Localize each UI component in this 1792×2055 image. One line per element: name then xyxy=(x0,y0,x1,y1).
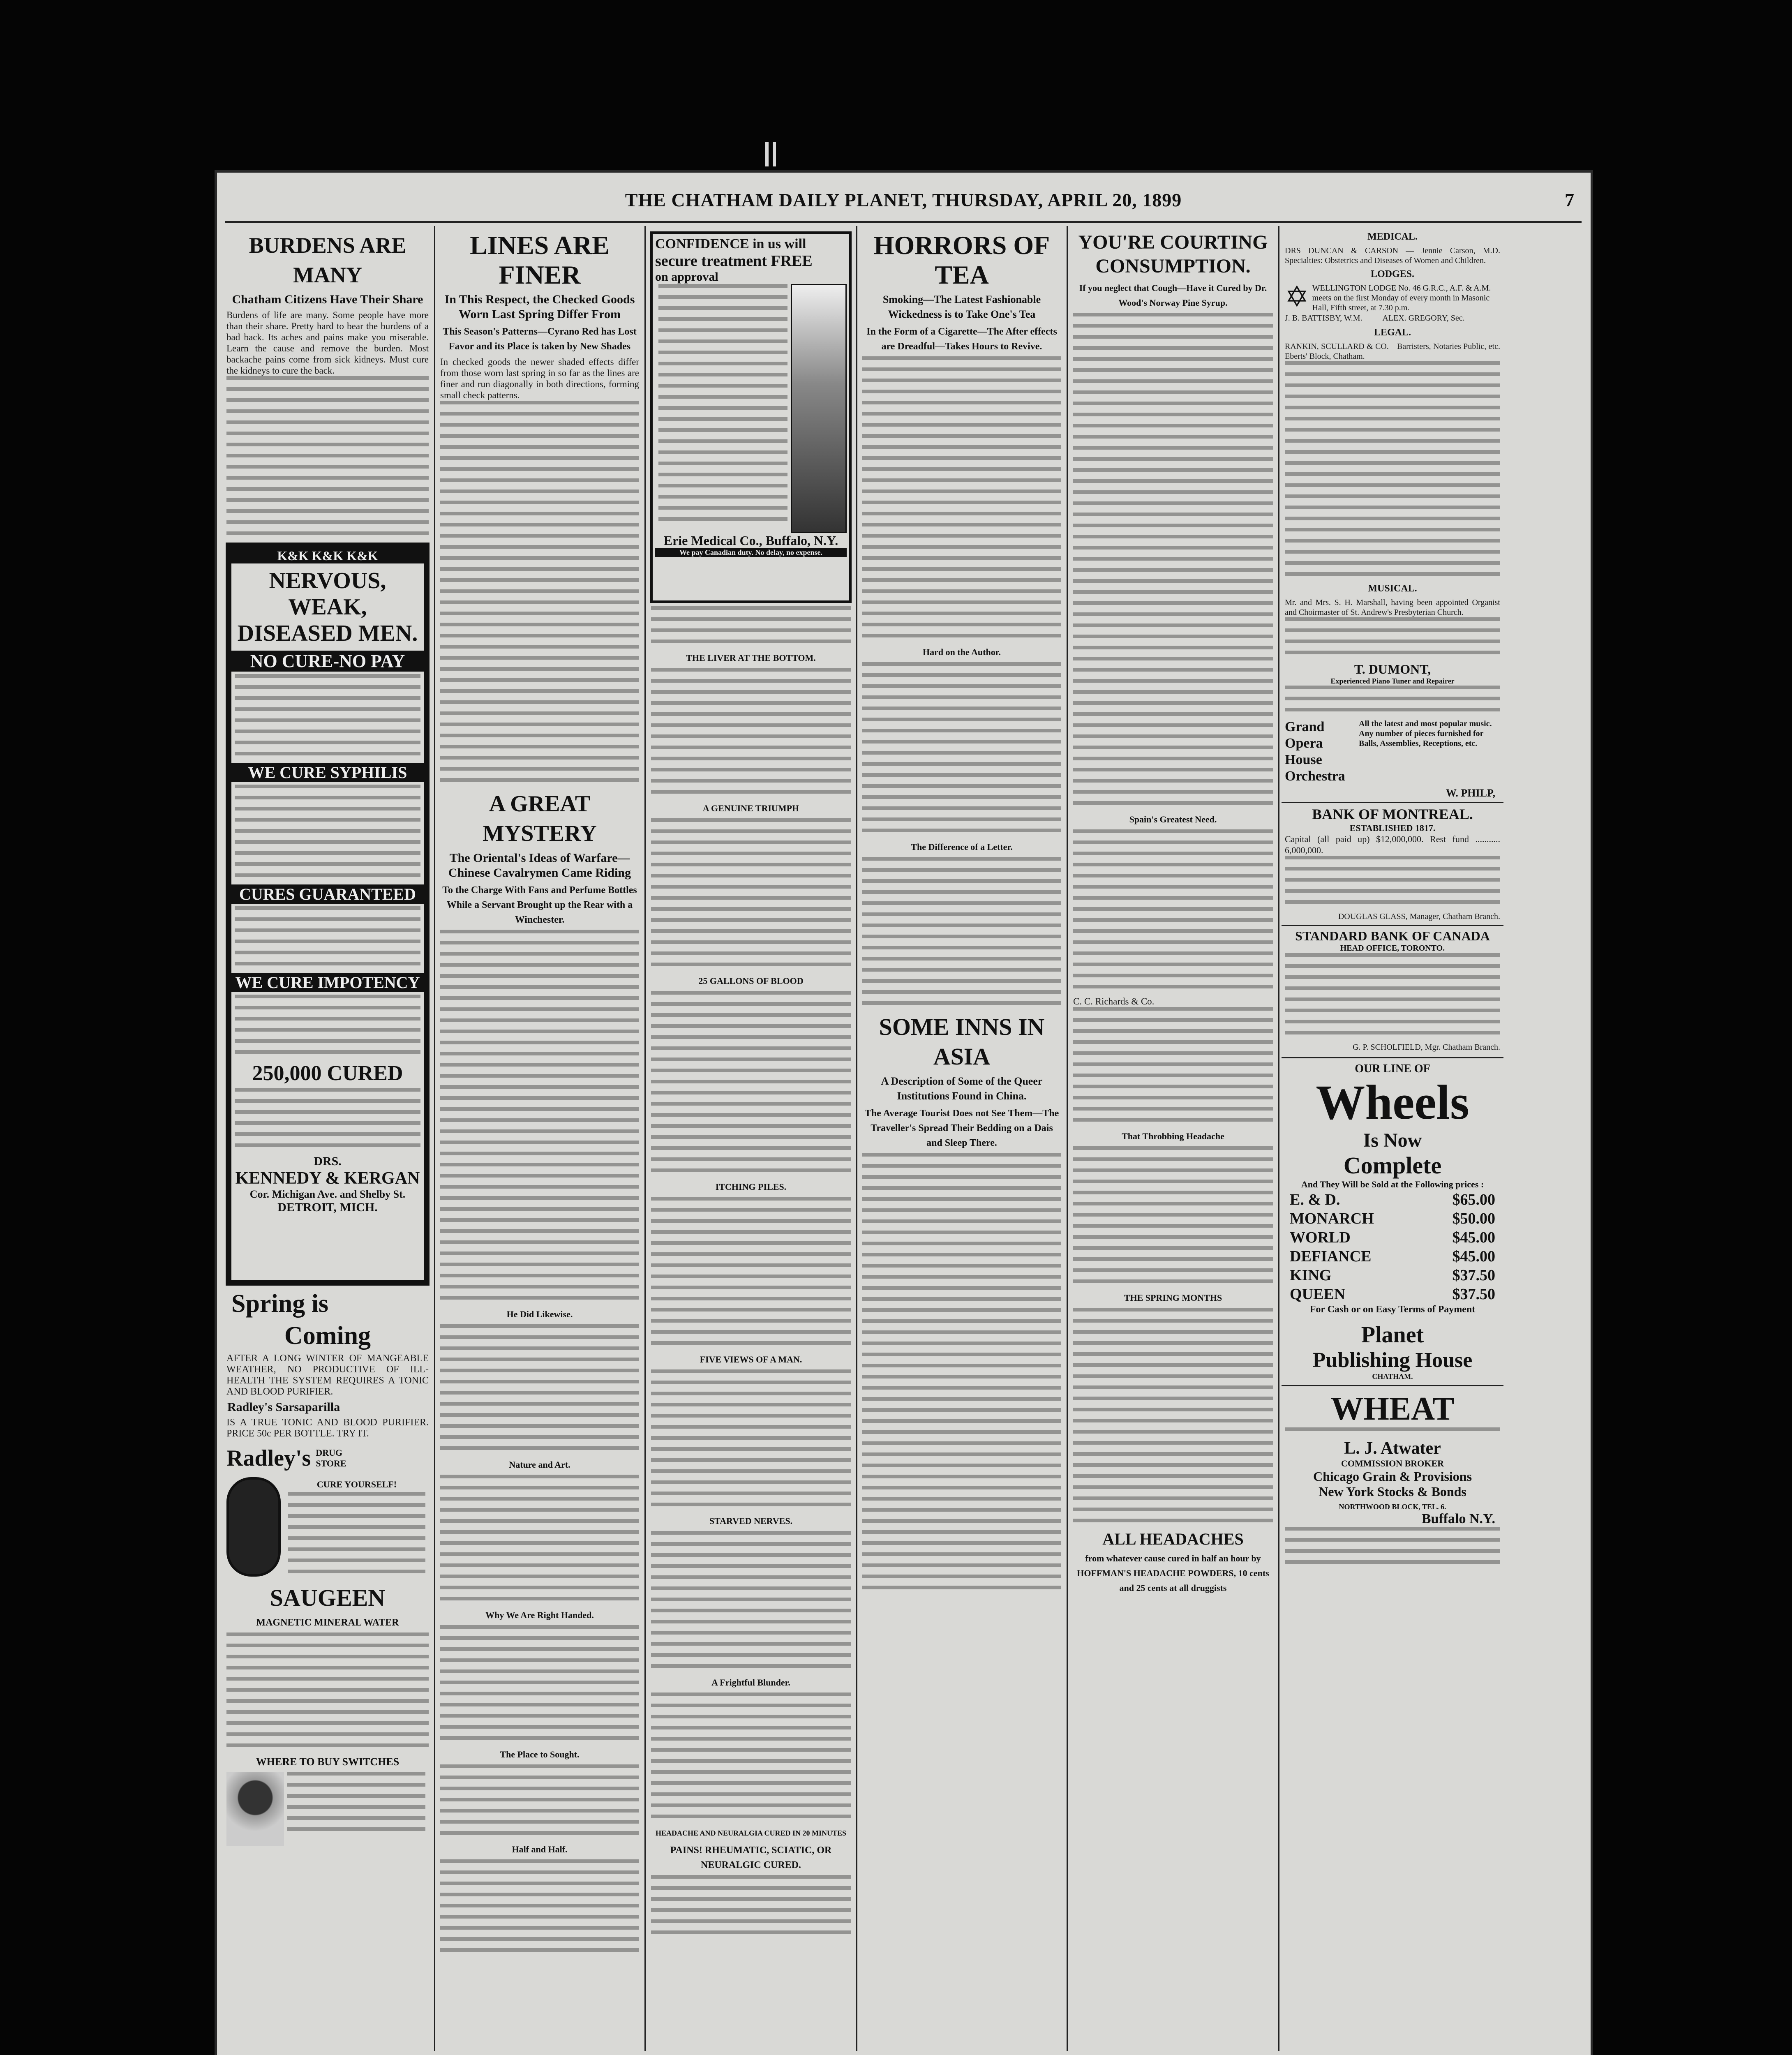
text-lines xyxy=(1073,1308,1273,1522)
article-text: In checked goods the newer shaded effects differ from those worn last spring in so far as the lines are finer and run diagonally in both directions, forming small check patterns. xyxy=(440,357,639,400)
column-6 xyxy=(1282,228,1503,2053)
headline: LINES ARE FINER xyxy=(470,231,610,289)
text-lines xyxy=(651,1692,851,1818)
text-lines xyxy=(1285,1427,1500,1431)
column-3 xyxy=(648,228,854,2053)
headache-ad-title: ALL HEADACHES xyxy=(1102,1530,1244,1548)
wheels-terms: For Cash or on Easy Terms of Payment xyxy=(1309,1304,1476,1315)
ad-headline: on approval xyxy=(655,270,718,284)
planet-city: CHATHAM. xyxy=(1372,1372,1413,1381)
subheadline: Smoking—The Latest Fashionable Wickedness is to Take One's Tea xyxy=(882,293,1041,320)
planet-title-2: Publishing House xyxy=(1312,1348,1473,1372)
radley-store-name: Radley's xyxy=(226,1445,311,1471)
text-lines xyxy=(1073,313,1273,805)
section-medical: MEDICAL. xyxy=(1367,231,1418,242)
ad-firm: KENNEDY & KERGAN xyxy=(235,1169,420,1188)
text-lines xyxy=(651,1369,851,1506)
text-lines xyxy=(1073,829,1273,988)
big-g-logo-icon xyxy=(226,1477,281,1577)
price-value: $45.00 xyxy=(1452,1229,1495,1246)
headline: SOME INNS IN ASIA xyxy=(879,1014,1045,1070)
column-rule xyxy=(434,226,435,2051)
divider xyxy=(1282,1385,1503,1386)
price-name: WORLD xyxy=(1290,1229,1351,1246)
ad-drs: DRS. xyxy=(314,1154,342,1168)
ad-text xyxy=(235,1088,420,1147)
atwater-sub: COMMISSION BROKER xyxy=(1341,1458,1444,1469)
section-heading: The Difference of a Letter. xyxy=(911,842,1013,852)
price-name: QUEEN xyxy=(1290,1286,1346,1303)
price-value: $65.00 xyxy=(1452,1191,1495,1208)
headline: YOU'RE COURTING CONSUMPTION. xyxy=(1078,231,1268,277)
text-lines xyxy=(651,1875,851,1934)
ad-address: Cor. Michigan Ave. and Shelby St. xyxy=(249,1188,406,1200)
wheat-title: WHEAT xyxy=(1330,1391,1455,1427)
text-lines xyxy=(1073,1007,1273,1122)
opera-title: Grand Opera House Orchestra xyxy=(1285,719,1345,784)
wheels-is: Is Now xyxy=(1363,1129,1422,1151)
text-lines xyxy=(1285,361,1500,576)
wheels-top: OUR LINE OF xyxy=(1355,1062,1430,1075)
price-value: $45.00 xyxy=(1452,1248,1495,1265)
section-musical: MUSICAL. xyxy=(1368,583,1417,594)
radley-heading: Radley's Sarsaparilla xyxy=(227,1400,340,1414)
masthead-rule xyxy=(225,221,1582,223)
text-lines xyxy=(440,1859,639,1952)
lodge-listing xyxy=(1285,283,1500,313)
text-lines xyxy=(440,1475,639,1600)
planet-title: Planet xyxy=(1361,1322,1424,1348)
column-rule xyxy=(1278,226,1279,2051)
spring-heading: Spring is xyxy=(231,1290,329,1318)
headline: HORRORS OF TEA xyxy=(873,231,1050,289)
article-text: Burdens of life are many. Some people have more than their share. Pretty hard to bear the burdens of a bad back. Its aches and pains make you miserable. Learn the cause and remove the burden. Most backache pains come from sick kidneys. Must cure the kidneys to cure the back. xyxy=(226,310,429,376)
section-heading: 25 GALLONS OF BLOOD xyxy=(698,976,804,986)
section-heading: Hard on the Author. xyxy=(923,647,1001,657)
divider xyxy=(1282,1057,1503,1058)
price-row xyxy=(1290,1228,1495,1247)
section-heading: He Did Likewise. xyxy=(506,1309,573,1319)
column-5 xyxy=(1070,228,1276,2053)
price-name: DEFIANCE xyxy=(1290,1248,1372,1265)
section-heading: The Place to Sought. xyxy=(500,1749,580,1759)
ad-headline: CONFIDENCE in us will xyxy=(655,236,806,252)
dumont-name: T. DUMONT, xyxy=(1354,662,1431,677)
spring-text: AFTER A LONG WINTER OF MANGEABLE WEATHER, NO PRODUCTIVE OF ILL-HEALTH THE SYSTEM REQUIRES A TONIC AND BLOOD PURIFIER. xyxy=(226,1353,429,1397)
column-2 xyxy=(437,228,642,2053)
section-heading: A GENUINE TRIUMPH xyxy=(702,803,799,813)
erie-medical-ad xyxy=(650,231,852,603)
text-lines xyxy=(1285,953,1500,1034)
subheadline: This Season's Patterns—Cyrano Red has Lost Favor and its Place is taken by New Shades xyxy=(443,326,637,352)
ad-firm: Erie Medical Co., Buffalo, N.Y. xyxy=(663,533,838,548)
saugeen-sub: MAGNETIC MINERAL WATER xyxy=(256,1617,399,1628)
section-heading: That Throbbing Headache xyxy=(1122,1131,1224,1141)
section-heading: Nature and Art. xyxy=(509,1459,570,1470)
text-lines xyxy=(440,401,639,782)
text-lines xyxy=(651,991,851,1172)
figure-illustration-icon xyxy=(791,284,847,533)
ad-border-text: K&K K&K K&K xyxy=(231,548,424,563)
radley-store xyxy=(226,1445,429,1471)
section-heading: ITCHING PILES. xyxy=(715,1182,787,1192)
text-lines xyxy=(226,1632,429,1747)
subheadline: In the Form of a Cigarette—The After effects are Dreadful—Takes Hours to Revive. xyxy=(866,326,1057,352)
section-heading: THE SPRING MONTHS xyxy=(1124,1293,1222,1303)
masonic-emblem-icon: ✡ xyxy=(1285,282,1309,313)
text-lines xyxy=(1285,856,1500,904)
section-heading: A Frightful Blunder. xyxy=(711,1677,790,1688)
divider xyxy=(1282,802,1503,803)
subheadline: Chatham Citizens Have Their Share xyxy=(232,293,423,306)
price-value: $50.00 xyxy=(1452,1210,1495,1227)
text-lines xyxy=(440,1764,639,1835)
legal-listing: RANKIN, SCULLARD & CO.—Barristers, Notaries Public, etc. Eberts' Block, Chatham. xyxy=(1285,342,1500,361)
wheels-title: Wheels xyxy=(1316,1075,1469,1129)
ad-headline: secure treatment FREE xyxy=(655,252,813,270)
section-heading: FIVE VIEWS OF A MAN. xyxy=(700,1354,802,1365)
text-lines xyxy=(1073,1146,1273,1283)
text-lines xyxy=(1285,617,1500,654)
letter-salutation: C. C. Richards & Co. xyxy=(1073,996,1155,1007)
radley-text: IS A TRUE TONIC AND BLOOD PURIFIER. PRICE 50c PER BOTTLE. TRY IT. xyxy=(226,1417,429,1439)
price-row xyxy=(1290,1247,1495,1265)
grain-line: Chicago Grain & Provisions xyxy=(1313,1469,1472,1484)
section-lodges: LODGES. xyxy=(1370,269,1415,279)
ad-text xyxy=(658,284,787,533)
column-1 xyxy=(223,228,432,2053)
bank-montreal-est: ESTABLISHED 1817. xyxy=(1349,823,1436,833)
spring-heading-2: Coming xyxy=(284,1322,371,1350)
section-heading: Spain's Greatest Need. xyxy=(1129,814,1217,824)
buffalo-line: Buffalo N.Y. xyxy=(1421,1511,1495,1526)
price-row xyxy=(1290,1266,1495,1284)
standard-bank: STANDARD BANK OF CANADA xyxy=(1295,928,1490,943)
section-heading: THE LIVER AT THE BOTTOM. xyxy=(686,653,816,663)
saugeen-title: SAUGEEN xyxy=(270,1584,386,1611)
ad-title: NERVOUS, WEAK, DISEASED MEN. xyxy=(237,568,418,646)
ad-text xyxy=(235,906,420,965)
ad-city: DETROIT, MICH. xyxy=(277,1201,378,1214)
section-heading: HEADACHE AND NEURALGIA CURED IN 20 MINUTES xyxy=(655,1829,847,1837)
text-lines xyxy=(226,376,429,535)
headline: A GREAT MYSTERY xyxy=(482,791,597,846)
ad-text xyxy=(235,785,420,877)
text-lines xyxy=(862,662,1061,832)
ad-banner: 250,000 CURED xyxy=(252,1062,403,1085)
switches-heading: WHERE TO BUY SWITCHES xyxy=(256,1756,400,1768)
section-heading: Why We Are Right Handed. xyxy=(485,1610,594,1620)
bank-montreal-manager: DOUGLAS GLASS, Manager, Chatham Branch. xyxy=(1338,912,1500,921)
lodge-text: WELLINGTON LODGE No. 46 G.R.C., A.F. & A.M. meets on the first Monday of every month in Masonic Hall, Fifth street, at 7.30 p.m. xyxy=(1312,284,1491,312)
headline: BURDENS ARE MANY xyxy=(249,233,406,287)
text-lines xyxy=(1285,686,1500,711)
medical-listing: DRS DUNCAN & CARSON — Jennie Carson, M.D. Specialties: Obstetrics and Diseases of Women and Children. xyxy=(1285,246,1500,265)
column-rule xyxy=(856,226,857,2051)
ad-text xyxy=(288,1492,425,1573)
price-name: E. & D. xyxy=(1290,1191,1340,1208)
subheadline: If you neglect that Cough—Have it Cured by Dr. Wood's Norway Pine Syrup. xyxy=(1079,283,1267,308)
ad-banner: CURES GUARANTEED xyxy=(231,884,424,904)
headache-ad-text: from whatever cause cured in half an hour by HOFFMAN'S HEADACHE POWDERS, 10 cents and 25 cents at all druggists xyxy=(1077,1553,1269,1593)
text-lines xyxy=(440,1625,639,1740)
wheels-complete: Complete xyxy=(1343,1152,1442,1179)
subheadline: The Oriental's Ideas of Warfare—Chinese Cavalrymen Came Riding xyxy=(448,851,631,880)
masthead: THE CHATHAM DAILY PLANET, THURSDAY, APRIL 20, 1899 xyxy=(625,189,1182,210)
block-line: NORTHWOOD BLOCK, TEL. 6. xyxy=(1339,1503,1446,1511)
text-lines xyxy=(651,668,851,794)
wheels-sub: And They Will be Sold at the Following prices : xyxy=(1301,1179,1484,1189)
subheadline: In This Respect, the Checked Goods Worn Last Spring Differ From xyxy=(444,293,635,321)
ad-text xyxy=(287,1772,425,1846)
cure-heading: CURE YOURSELF! xyxy=(316,1479,397,1489)
newspaper-page xyxy=(217,173,1591,2055)
stocks-line: New York Stocks & Bonds xyxy=(1319,1484,1466,1499)
woman-portrait-icon xyxy=(226,1772,284,1846)
ad-text xyxy=(235,674,420,755)
text-lines xyxy=(440,930,639,1300)
price-row xyxy=(1290,1191,1495,1209)
subheadline: The Average Tourist Does not See Them—The Traveller's Spread Their Bedding on a Dais and Sleep There. xyxy=(864,1108,1059,1148)
ad-body xyxy=(655,284,847,533)
atwater-name: L. J. Atwater xyxy=(1344,1439,1441,1458)
film-mark xyxy=(765,142,769,166)
text-lines xyxy=(440,1324,639,1450)
bank-montreal: BANK OF MONTREAL. xyxy=(1312,806,1473,822)
column-4 xyxy=(859,228,1065,2053)
column-rule xyxy=(644,226,646,2051)
text-lines xyxy=(862,1153,1061,1589)
film-mark xyxy=(773,142,776,166)
ad-banner: WE CURE IMPOTENCY xyxy=(231,973,424,992)
section-heading: PAINS! RHEUMATIC, SCIATIC, OR NEURALGIC CURED. xyxy=(670,1845,832,1870)
standard-bank-head: HEAD OFFICE, TORONTO. xyxy=(1340,944,1445,953)
ad-text xyxy=(235,995,420,1054)
opera-text: All the latest and most popular music. Any number of pieces furnished for Balls, Assemblies, Receptions, etc. xyxy=(1359,719,1492,748)
lodge-officers: J. B. BATTISBY, W.M. ALEX. GREGORY, Sec. xyxy=(1285,314,1465,323)
text-lines xyxy=(651,818,851,966)
philp-name: W. PHILP, xyxy=(1446,787,1495,799)
price-row xyxy=(1290,1210,1495,1228)
section-legal: LEGAL. xyxy=(1374,327,1411,338)
subheadline: A Description of Some of the Queer Institutions Found in China. xyxy=(881,1075,1043,1102)
price-row xyxy=(1290,1285,1495,1303)
section-heading: Half and Half. xyxy=(512,1844,568,1854)
subheadline: To the Charge With Fans and Perfume Bottles While a Servant Brought up the Rear with a Winchester. xyxy=(442,885,637,925)
price-name: KING xyxy=(1290,1267,1332,1284)
section-heading: STARVED NERVES. xyxy=(709,1516,793,1526)
text-lines xyxy=(862,356,1061,637)
page-number: 7 xyxy=(1565,189,1574,210)
column-rule xyxy=(1067,226,1068,2051)
text-lines xyxy=(651,1197,851,1345)
ad-footer: We pay Canadian duty. No delay, no expense. xyxy=(655,548,847,557)
standard-bank-manager: G. P. SCHOLFIELD, Mgr. Chatham Branch. xyxy=(1353,1043,1500,1052)
price-value: $37.50 xyxy=(1452,1286,1495,1303)
dumont-sub: Experienced Piano Tuner and Repairer xyxy=(1330,677,1455,685)
big-g-ad xyxy=(226,1477,429,1581)
text-lines xyxy=(651,1531,851,1668)
divider xyxy=(1282,925,1503,926)
bank-montreal-capital: Capital (all paid up) $12,000,000. Rest fund ........... 6,000,000. xyxy=(1285,834,1500,855)
text-lines xyxy=(1285,1527,1500,1564)
text-lines xyxy=(651,606,851,643)
price-value: $37.50 xyxy=(1452,1267,1495,1284)
radley-store-sub: DRUG STORE xyxy=(316,1448,346,1469)
switches-ad xyxy=(226,1772,429,1846)
ad-banner: WE CURE SYPHILIS xyxy=(231,763,424,782)
text-lines xyxy=(862,857,1061,1005)
opera-ad xyxy=(1285,719,1500,785)
ad-banner: NO CURE-NO PAY xyxy=(231,651,424,672)
kennedy-kergan-ad xyxy=(226,543,430,1286)
price-name: MONARCH xyxy=(1290,1210,1374,1227)
musical-listing: Mr. and Mrs. S. H. Marshall, having been appointed Organist and Choirmaster of St. Andrew's Presbyterian Church. xyxy=(1285,598,1500,617)
